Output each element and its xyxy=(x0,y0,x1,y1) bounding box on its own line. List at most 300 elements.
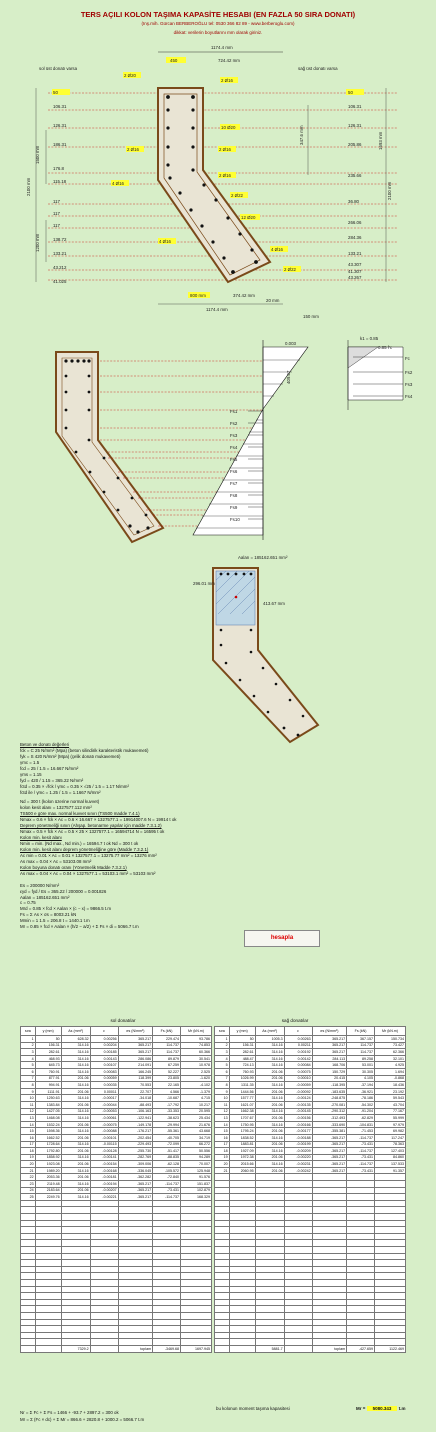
comp-height: 413.67 mm xyxy=(263,601,285,606)
calc-line-3: γmc = 1.5 xyxy=(20,759,40,765)
rebar-label-8: 12 Ø20 xyxy=(241,215,256,220)
table-row xyxy=(21,1273,212,1280)
table-cell xyxy=(229,1220,255,1227)
table-row xyxy=(215,1233,406,1240)
table-cell xyxy=(215,1247,230,1254)
table-cell xyxy=(375,1339,406,1346)
table-cell xyxy=(181,1227,212,1234)
table-cell: -0.00177 xyxy=(284,1128,312,1135)
calc-line-8: fctd ile / γmc = 1.25 / 1.5 = 1.1667 N/mm² xyxy=(20,789,101,795)
table-cell xyxy=(118,1299,152,1306)
table-cell: 3 xyxy=(215,1049,230,1056)
table-cell: 21 xyxy=(215,1167,230,1174)
table-cell xyxy=(181,1266,212,1273)
table-cell xyxy=(90,1253,118,1260)
table-cell: 201.06 xyxy=(255,1088,284,1095)
table-cell xyxy=(118,1319,152,1326)
table-cell: 314.16 xyxy=(61,1055,90,1062)
page-title: TERS AÇILI KOLON TAŞIMA KAPASİTE HESABI (EN FAZLA 50 SIRA DONATI) xyxy=(80,10,356,19)
table-cell xyxy=(215,1339,230,1346)
table-cell: 314.16 xyxy=(61,1167,90,1174)
table-cell xyxy=(215,1207,230,1214)
table-cell: 314.16 xyxy=(255,1108,284,1115)
dim-left-1500: 1500 mm xyxy=(35,145,40,164)
table-cell xyxy=(61,1227,90,1234)
table-cell xyxy=(90,1306,118,1313)
table-cell xyxy=(90,1319,118,1326)
table-row xyxy=(215,1247,406,1254)
table-cell xyxy=(153,1339,181,1346)
table-cell xyxy=(118,1227,152,1234)
calc2-line-6: Mmin = 1 1.5 = 206.8 t = 1440.1 t.m xyxy=(20,918,90,924)
table-cell xyxy=(61,1319,90,1326)
table-row xyxy=(215,1345,406,1352)
footer-line-1: Nr = Σ Fc + Σ Fs = 1466 + -93.7 + 2897.2 = 300 ok xyxy=(20,1410,119,1415)
table-cell xyxy=(312,1339,346,1346)
bottom-width-374: 374.42 mm xyxy=(233,293,255,298)
table-cell xyxy=(229,1240,255,1247)
table-cell xyxy=(229,1332,255,1339)
table-cell: 724.13 xyxy=(229,1062,255,1069)
table-cell: -0.00231 xyxy=(284,1161,312,1168)
table-cell xyxy=(375,1299,406,1306)
table-cell: 151.837 xyxy=(181,1181,212,1188)
table-cell: 15 xyxy=(215,1128,230,1135)
table-cell: 0.00075 xyxy=(284,1068,312,1075)
table-cell: -0.00092 xyxy=(284,1088,312,1095)
table-cell: 314.16 xyxy=(61,1042,90,1049)
table-cell: -0.00141 xyxy=(90,1154,118,1161)
table-cell xyxy=(284,1240,312,1247)
table-cell xyxy=(35,1279,61,1286)
table-cell: 201.06 xyxy=(61,1187,90,1194)
table-cell xyxy=(21,1220,36,1227)
table-cell xyxy=(61,1220,90,1227)
table-cell: 8 xyxy=(215,1082,230,1089)
table-cell xyxy=(61,1286,90,1293)
table-cell: 1707.67 xyxy=(229,1115,255,1122)
table-row xyxy=(21,1134,212,1141)
table-cell xyxy=(35,1247,61,1254)
table-cell xyxy=(347,1214,375,1221)
table-cell xyxy=(215,1240,230,1247)
table-cell: 314.16 xyxy=(255,1161,284,1168)
force-fs5: Fs5 xyxy=(230,457,238,462)
right-row-1: 50 xyxy=(348,90,353,95)
table-cell: 73.427 xyxy=(375,1042,406,1049)
table-cell xyxy=(284,1345,312,1352)
table-cell: 314.16 xyxy=(255,1062,284,1069)
table-cell: 314.16 xyxy=(255,1148,284,1155)
table-cell xyxy=(181,1253,212,1260)
table-cell: -362.282 xyxy=(118,1174,152,1181)
table-cell: 2 xyxy=(21,1042,36,1049)
mr-value: 5080.343 xyxy=(367,1406,398,1411)
table-cell: 488.47 xyxy=(229,1055,255,1062)
table-cell xyxy=(35,1266,61,1273)
table-row xyxy=(21,1312,212,1319)
table-cell: -336.045 xyxy=(118,1167,152,1174)
table-cell xyxy=(215,1293,230,1300)
table-row xyxy=(215,1207,406,1214)
table-cell xyxy=(255,1214,284,1221)
rebar-label-2: 2 Ø16 xyxy=(221,78,233,83)
col-header: ε xyxy=(90,1027,118,1036)
table-cell xyxy=(215,1273,230,1280)
table-row xyxy=(215,1293,406,1300)
col-header: Fs (kN) xyxy=(153,1027,181,1036)
table-cell: 286.086 xyxy=(118,1055,152,1062)
table-cell xyxy=(229,1214,255,1221)
table-cell xyxy=(255,1319,284,1326)
table-cell xyxy=(255,1306,284,1313)
table-row xyxy=(21,1161,212,1168)
table-cell xyxy=(35,1253,61,1260)
table-cell: 14 xyxy=(21,1121,36,1128)
table-cell xyxy=(61,1273,90,1280)
table-cell: 1927.09 xyxy=(229,1148,255,1155)
table-cell: 114.737 xyxy=(153,1042,181,1049)
table-cell: 10.978 xyxy=(181,1062,212,1069)
table-row xyxy=(21,1042,212,1049)
table-row xyxy=(21,1154,212,1161)
table-cell xyxy=(61,1279,90,1286)
table-row xyxy=(21,1174,212,1181)
table-cell xyxy=(347,1233,375,1240)
table-cell: 1728.64 xyxy=(35,1141,61,1148)
right-row-11: 41.307 xyxy=(348,269,362,274)
table-cell xyxy=(181,1286,212,1293)
table-cell: 74.853 xyxy=(181,1042,212,1049)
table-cell xyxy=(284,1279,312,1286)
table-cell: 1662.52 xyxy=(35,1134,61,1141)
moment-result xyxy=(356,1406,405,1411)
table-cell: 91.576 xyxy=(181,1174,212,1181)
force-fs6: Fs6 xyxy=(230,469,238,474)
table-cell: 25.434 xyxy=(181,1115,212,1122)
force-fs3: Fs3 xyxy=(230,433,238,438)
table-row xyxy=(215,1049,406,1056)
table-cell xyxy=(347,1260,375,1267)
table-cell xyxy=(255,1299,284,1306)
table-cell: -88.835 xyxy=(153,1154,181,1161)
table-cell: 9 xyxy=(21,1088,36,1095)
table-cell: 1444.56 xyxy=(229,1088,255,1095)
table-cell: -3469.68 xyxy=(153,1345,181,1352)
table-cell: -114.737 xyxy=(347,1134,375,1141)
table-cell: 9 xyxy=(215,1088,230,1095)
table-row xyxy=(215,1174,406,1181)
table-row xyxy=(21,1214,212,1221)
table-cell: 156.31 xyxy=(229,1042,255,1049)
table-cell: 4 xyxy=(215,1055,230,1062)
table-cell xyxy=(347,1312,375,1319)
table-cell xyxy=(90,1214,118,1221)
table-cell: 21 xyxy=(21,1167,36,1174)
table-cell xyxy=(312,1194,346,1201)
table-cell: 5 xyxy=(21,1062,36,1069)
table-cell xyxy=(375,1286,406,1293)
table-cell: -309.006 xyxy=(118,1161,152,1168)
table-cell xyxy=(284,1260,312,1267)
table-cell: 367.157 xyxy=(347,1036,375,1043)
table-row xyxy=(215,1082,406,1089)
right-group-title: sağ donatılar xyxy=(281,1018,309,1023)
table-cell: -0.00194 xyxy=(90,1181,118,1188)
table-cell: 2060.95 xyxy=(229,1167,255,1174)
table-cell xyxy=(255,1227,284,1234)
table-cell: 0.00211 xyxy=(284,1042,312,1049)
calc2-line-3: c = 0.75 xyxy=(20,900,36,906)
calc-line-5: γms = 1.15 xyxy=(20,771,42,777)
table-cell xyxy=(21,1200,36,1207)
table-cell xyxy=(312,1247,346,1254)
table-cell xyxy=(118,1306,152,1313)
left-row-12: 43.212 xyxy=(53,265,67,270)
table-cell: 314.16 xyxy=(255,1049,284,1056)
table-cell: 125.948 xyxy=(181,1167,212,1174)
table-cell xyxy=(181,1293,212,1300)
area-label: Aalan = 185162.651 mm² xyxy=(238,555,288,560)
table-row xyxy=(215,1332,406,1339)
table-cell: -0.00220 xyxy=(284,1154,312,1161)
right-force-fs2: Fs2 xyxy=(405,370,413,375)
table-cell xyxy=(118,1260,152,1267)
table-cell: 201.06 xyxy=(255,1128,284,1135)
table-cell: -0.00061 xyxy=(90,1115,118,1122)
table-cell: 102.879 xyxy=(181,1187,212,1194)
table-cell xyxy=(181,1339,212,1346)
table-cell: 168.329 xyxy=(181,1194,212,1201)
table-cell xyxy=(21,1293,36,1300)
table-cell xyxy=(181,1299,212,1306)
table-cell xyxy=(21,1260,36,1267)
table-row xyxy=(21,1299,212,1306)
table-cell: -114.737 xyxy=(153,1194,181,1201)
table-cell xyxy=(21,1306,36,1313)
table-cell xyxy=(153,1319,181,1326)
table-row xyxy=(21,1055,212,1062)
table-cell xyxy=(215,1326,230,1333)
table-cell xyxy=(255,1273,284,1280)
table-cell xyxy=(181,1207,212,1214)
table-cell: 4 xyxy=(21,1055,36,1062)
table-cell: -365.217 xyxy=(118,1194,152,1201)
table-cell: -0.00017 xyxy=(90,1095,118,1102)
table-cell: 314.16 xyxy=(255,1121,284,1128)
table-cell: -88.493 xyxy=(118,1101,152,1108)
right-force-fs4: Fs4 xyxy=(405,394,413,399)
table-cell xyxy=(215,1279,230,1286)
rebar-label-12: 2 Ø22 xyxy=(284,267,296,272)
table-cell: 21.676 xyxy=(181,1121,212,1128)
table-cell: 13 xyxy=(215,1115,230,1122)
table-cell: 1989.20 xyxy=(35,1167,61,1174)
table-cell: toplam xyxy=(118,1345,152,1352)
right-row-6: 36.80 xyxy=(348,199,359,204)
right-row-3: 126.31 xyxy=(348,123,362,128)
table-cell: 0.00142 xyxy=(284,1055,312,1062)
table-row xyxy=(21,1220,212,1227)
table-cell xyxy=(35,1345,61,1352)
left-row-1: 50 xyxy=(53,90,58,95)
table-cell xyxy=(255,1326,284,1333)
table-cell: 1792.80 xyxy=(35,1148,61,1155)
table-cell: 0.00107 xyxy=(90,1062,118,1069)
table-cell: 994.91 xyxy=(35,1082,61,1089)
table-cell xyxy=(284,1214,312,1221)
table-cell xyxy=(347,1220,375,1227)
table-cell: 282.61 xyxy=(229,1049,255,1056)
table-cell xyxy=(21,1326,36,1333)
calc-line-16: Nmin = min. (Nd max., Nd min.) = 16594.7 t ok Nd = 300 t ok xyxy=(20,841,139,846)
table-cell: 93.786 xyxy=(181,1036,212,1043)
table-cell: 284.113 xyxy=(312,1055,346,1062)
table-cell xyxy=(375,1332,406,1339)
table-cell: -1.620 xyxy=(181,1075,212,1082)
table-cell: -0.00154 xyxy=(90,1161,118,1168)
calc2-line-4: Mrd = 0.85 × fcd × Aalan × (c − x) = 9866.5 t.m xyxy=(20,906,112,912)
bottom-150: 150 mm xyxy=(303,314,319,319)
right-row-8: 284.36 xyxy=(348,235,362,240)
table-cell xyxy=(347,1174,375,1181)
table-cell: -78.186 xyxy=(347,1095,375,1102)
table-cell: 22.707 xyxy=(118,1088,152,1095)
table-cell: 201.06 xyxy=(255,1101,284,1108)
table-cell: 89.258 xyxy=(347,1055,375,1062)
table-cell xyxy=(229,1187,255,1194)
table-cell xyxy=(229,1247,255,1254)
table-cell xyxy=(153,1286,181,1293)
table-cell xyxy=(118,1207,152,1214)
table-row xyxy=(215,1253,406,1260)
table-cell: 4.925 xyxy=(375,1062,406,1069)
table-cell xyxy=(284,1194,312,1201)
table-row xyxy=(215,1181,406,1188)
table-cell xyxy=(255,1194,284,1201)
table-cell: -106.163 xyxy=(118,1108,152,1115)
table-cell xyxy=(21,1253,36,1260)
table-cell: 2.525 xyxy=(181,1068,212,1075)
table-cell: 20 xyxy=(215,1161,230,1168)
table-cell xyxy=(347,1227,375,1234)
table-cell xyxy=(284,1207,312,1214)
table-cell: 97.979 xyxy=(375,1121,406,1128)
table-cell xyxy=(255,1253,284,1260)
table-cell xyxy=(215,1286,230,1293)
table-cell xyxy=(347,1200,375,1207)
table-cell: -17.792 xyxy=(153,1101,181,1108)
left-row-13: 41.025 xyxy=(53,279,67,284)
table-cell: -0.00188 xyxy=(284,1134,312,1141)
table-row xyxy=(215,1101,406,1108)
table-cell xyxy=(153,1247,181,1254)
table-cell xyxy=(375,1266,406,1273)
table-cell: 117.247 xyxy=(375,1134,406,1141)
table-row xyxy=(215,1312,406,1319)
dim-left-2100: 2100 mm xyxy=(26,177,31,196)
table-cell xyxy=(312,1332,346,1339)
table-row xyxy=(21,1306,212,1313)
table-cell xyxy=(312,1207,346,1214)
table-cell xyxy=(153,1253,181,1260)
table-cell xyxy=(21,1319,36,1326)
table-cell: 89.879 xyxy=(153,1055,181,1062)
table-cell xyxy=(118,1293,152,1300)
table-cell xyxy=(284,1220,312,1227)
table-cell: 201.06 xyxy=(255,1167,284,1174)
table-cell: 62.366 xyxy=(375,1049,406,1056)
rebar-label-9: 4 Ø16 xyxy=(112,181,124,186)
table-cell: 34.719 xyxy=(181,1134,212,1141)
table-cell xyxy=(153,1299,181,1306)
table-cell: 15 xyxy=(21,1128,36,1135)
col-header: sıra xyxy=(215,1027,230,1036)
calc2-line-2: Aalan = 185162.651 mm² xyxy=(20,894,70,900)
table-cell xyxy=(61,1233,90,1240)
compression-zone-drawing xyxy=(8,0,428,740)
table-cell xyxy=(21,1247,36,1254)
table-cell xyxy=(118,1312,152,1319)
calc-line-15: Kolon min. kesit alanı xyxy=(20,835,62,841)
top-width-label: 1174.4 mm xyxy=(211,45,233,50)
col-header: Mr (kN.m) xyxy=(375,1027,406,1036)
calc-line-6: fyd = 420 / 1.15 = 365.22 N/mm² xyxy=(20,777,84,783)
table-cell xyxy=(312,1319,346,1326)
table-cell: 1883.81 xyxy=(229,1141,255,1148)
table-cell xyxy=(312,1220,346,1227)
table-cell: 314.16 xyxy=(61,1128,90,1135)
table-cell xyxy=(21,1233,36,1240)
table-cell: -55.361 xyxy=(153,1128,181,1135)
table-cell xyxy=(347,1326,375,1333)
table-cell xyxy=(255,1181,284,1188)
table-row xyxy=(21,1036,212,1043)
table-cell xyxy=(61,1293,90,1300)
force-fs7: Fs7 xyxy=(230,481,238,486)
table-cell xyxy=(181,1240,212,1247)
table-cell: -40.705 xyxy=(153,1134,181,1141)
table-row xyxy=(21,1121,212,1128)
table-cell xyxy=(153,1273,181,1280)
table-row xyxy=(215,1227,406,1234)
right-row-7: 266.06 xyxy=(348,220,362,225)
table-cell: -427.659 xyxy=(347,1345,375,1352)
table-cell xyxy=(215,1227,230,1234)
table-cell xyxy=(375,1273,406,1280)
table-row xyxy=(21,1181,212,1188)
table-cell xyxy=(90,1326,118,1333)
table-cell xyxy=(229,1273,255,1280)
table-cell xyxy=(181,1332,212,1339)
calculate-button[interactable]: hesapla xyxy=(244,930,320,947)
table-cell: 11 xyxy=(21,1101,36,1108)
table-row xyxy=(215,1055,406,1062)
calc-line-13: Deprem yönetmeliği sınırı (Ahşap. betonarme yapılar için madde 7.3.1.2) xyxy=(20,823,162,829)
table-row xyxy=(21,1332,212,1339)
table-cell xyxy=(90,1345,118,1352)
table-cell xyxy=(284,1181,312,1188)
table-cell xyxy=(375,1227,406,1234)
table-cell: 2 xyxy=(215,1042,230,1049)
left-row-7: 117 xyxy=(53,199,60,204)
calc-line-4: fcd = 25 / 1.5 = 16.667 N/mm² xyxy=(20,765,79,771)
table-cell xyxy=(181,1273,212,1280)
table-cell: 16 xyxy=(21,1134,36,1141)
table-cell: 201.06 xyxy=(61,1134,90,1141)
calc-line-21: As max = 0.04 × Ac = 0.04 × 1327577.1 = 53103.1 mm² = 53103 mm² xyxy=(20,870,156,876)
table-cell xyxy=(90,1332,118,1339)
